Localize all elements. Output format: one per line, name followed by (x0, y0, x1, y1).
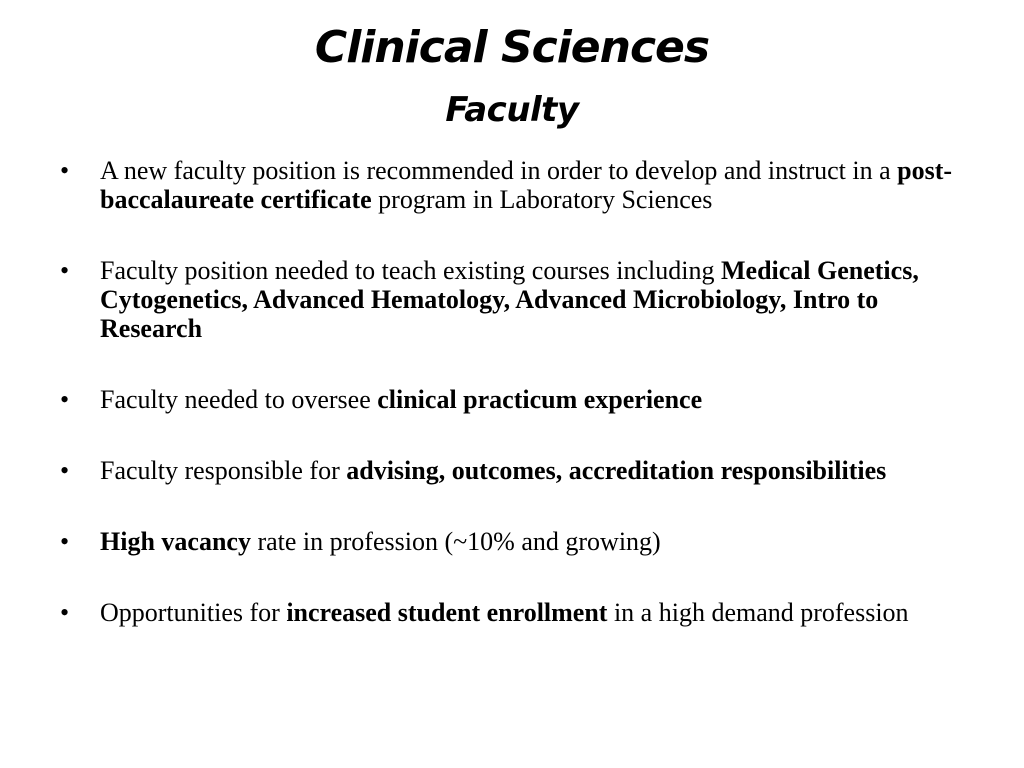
bullet-segment: in a high demand profession (607, 598, 909, 627)
bullet-text (100, 385, 702, 414)
bullet-text (100, 456, 886, 485)
bullet-icon: • (60, 598, 70, 627)
bullet-segment: A new faculty position is recommended in order to develop and instruct in a (100, 156, 898, 185)
bullet-segment-bold: advising, outcomes, accreditation responsibilities (346, 456, 887, 485)
bullet-icon: • (60, 527, 70, 556)
bullet-segment-bold: High vacancy (100, 527, 251, 556)
bullet-segment: Opportunities for (100, 598, 287, 627)
bullet-icon: • (60, 385, 70, 414)
bullet-item (60, 256, 980, 343)
slide-subtitle: Faculty (445, 90, 579, 130)
bullet-list (60, 156, 980, 669)
bullet-segment: program in Laboratory Sciences (371, 185, 713, 214)
bullet-segment-bold: clinical practicum experience (377, 385, 703, 414)
bullet-text (100, 527, 661, 556)
bullet-segment: Faculty responsible for (100, 456, 347, 485)
bullet-text (100, 156, 952, 214)
bullet-segment-bold: increased student enrollment (286, 598, 608, 627)
bullet-icon: • (60, 256, 70, 285)
bullet-item (60, 527, 980, 556)
bullet-item (60, 156, 980, 214)
bullet-segment-bold: post-baccalaureate certificate (100, 156, 953, 214)
bullet-segment: Faculty needed to oversee (100, 385, 378, 414)
bullet-item (60, 385, 980, 414)
bullet-item (60, 598, 980, 627)
bullet-text (100, 256, 919, 343)
bullet-icon: • (60, 456, 70, 485)
slide-title: Clinical Sciences (314, 22, 710, 73)
bullet-text (100, 598, 909, 627)
bullet-segment: rate in profession (~10% and growing) (250, 527, 661, 556)
bullet-segment: Faculty position needed to teach existing courses including (100, 256, 721, 285)
bullet-icon: • (60, 156, 70, 185)
bullet-item (60, 456, 980, 485)
bullet-segment-bold: Medical Genetics, Cytogenetics, Advanced Hematology, Advanced Microbiology, Intro to Research (100, 256, 919, 343)
